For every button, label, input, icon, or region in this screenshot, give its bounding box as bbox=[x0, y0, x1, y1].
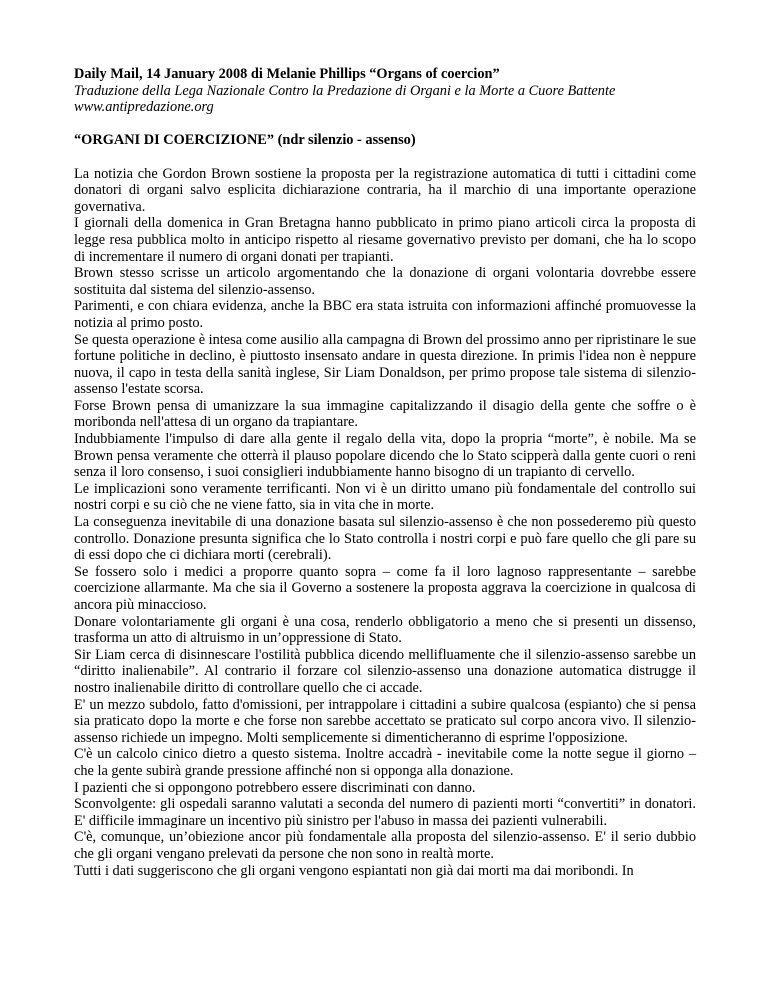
paragraph: La conseguenza inevitabile di una donazione basata sul silenzio-assenso è che non possederemo più questo controllo. Donazione presunta significa che lo Stato controlla i nostri corpi e può fare quello che gli pare su di essi dopo che ci dichiara morti (cerebrali). bbox=[74, 514, 696, 564]
source-citation: Daily Mail, 14 January 2008 di Melanie Phillips “Organs of coercion” bbox=[74, 66, 500, 82]
paragraph: Se fossero solo i medici a proporre quanto sopra – come fa il loro lagnoso rappresentante – sarebbe coercizione allarmante. Ma che sia il Governo a sostenere la proposta aggrava la coercizione in qualcosa di ancora più minaccioso. bbox=[74, 563, 696, 613]
paragraph: E' un mezzo subdolo, fatto d'omissioni, per intrappolare i cittadini a subire qualcosa (espianto) che si pensa sia praticato dopo la morte e che forse non sarebbe accettato se praticato sul corpo ancora vivo. Il silenzio-assenso richiede un impegno. Molti semplicemente si dimenticheranno di esprime l'opposizione. bbox=[74, 696, 696, 746]
paragraph: Sconvolgente: gli ospedali saranno valutati a seconda del numero di pazienti morti “convertiti” in donatori. E' difficile immaginare un incentivo più sinistro per l'abuso in massa dei pazienti vulnerabili. bbox=[74, 796, 696, 829]
paragraph: C'è un calcolo cinico dietro a questo sistema. Inoltre accadrà - inevitabile come la notte segue il giorno – che la gente subirà grande pressione affinché non si opponga alla donazione. bbox=[74, 746, 696, 779]
paragraph: Indubbiamente l'impulso di dare alla gente il regalo della vita, dopo la propria “morte”, è nobile. Ma se Brown pensa veramente che otterrà il plauso popolare dicendo che lo Stato scipperà dalla gente cuori o reni senza il loro consenso, i suoi consiglieri indubbiamente hanno bisogno di un trapianto di cervello. bbox=[74, 431, 696, 481]
paragraph: Le implicazioni sono veramente terrificanti. Non vi è un diritto umano più fondamentale del controllo sui nostri corpi e su ciò che ne viene fatto, sia in vita che in morte. bbox=[74, 480, 696, 514]
paragraph: Sir Liam cerca di disinnescare l'ostilità pubblica dicendo mellifluamente che il silenzio-assenso sarebbe un “diritto inalienabile”. Al contrario il forzare col silenzio-assenso una donazione automatica distrugge il nostro inalienabile diritto di controllare quello che ci accade. bbox=[74, 646, 696, 696]
paragraph: Donare volontariamente gli organi è una cosa, renderlo obbligatorio a meno che si presenti un dissenso, trasforma un atto di altruismo in un’oppressione di Stato. bbox=[74, 613, 696, 647]
paragraph: La notizia che Gordon Brown sostiene la proposta per la registrazione automatica di tutti i cittadini come donatori di organi salvo esplicita dichiarazione contraria, ha il marchio di una importante operazione governativa. bbox=[74, 165, 696, 215]
paragraph: Brown stesso scrisse un articolo argomentando che la donazione di organi volontaria dovrebbe essere sostituita dal sistema del silenzio-assenso. bbox=[74, 265, 696, 298]
document-page bbox=[74, 66, 696, 879]
paragraph: I giornali della domenica in Gran Bretagna hanno pubblicato in primo piano articoli circa la proposta di legge resa pubblica molto in anticipo rispetto al riesame governativo previsto per domani, che ha lo scopo di incrementare il numero di organi donati per trapianti. bbox=[74, 215, 696, 265]
paragraph: Se questa operazione è intesa come ausilio alla campagna di Brown del prossimo anno per ripristinare le sue fortune politiche in declino, è piuttosto insensato andare in questa direzione. In primis l'idea non è neppure nuova, il capo in testa della sanità inglese, Sir Liam Donaldson, per primo propose tale sistema di silenzio-assenso l'estate scorsa. bbox=[74, 331, 696, 398]
website-url: www.antipredazione.org bbox=[74, 99, 214, 116]
article-body bbox=[74, 166, 696, 880]
spacer bbox=[74, 116, 696, 133]
paragraph: Parimenti, e con chiara evidenza, anche la BBC era stata istruita con informazioni affinché promuovesse la notizia al primo posto. bbox=[74, 298, 696, 331]
translation-credit: Traduzione della Lega Nazionale Contro la Predazione di Organi e la Morte a Cuore Battente bbox=[74, 82, 616, 99]
paragraph: I pazienti che si oppongono potrebbero essere discriminati con danno. bbox=[74, 779, 476, 796]
article-title: “ORGANI DI COERCIZIONE” (ndr silenzio - assenso) bbox=[74, 132, 416, 149]
paragraph: Forse Brown pensa di umanizzare la sua immagine capitalizzando il disagio della gente che soffre o è moribonda nell'attesa di un organo da trapiantare. bbox=[74, 397, 696, 431]
paragraph: C'è, comunque, un’obiezione ancor più fondamentale alla proposta del silenzio-assenso. E' il serio dubbio che gli organi vengano prelevati da persone che non sono in realtà morte. bbox=[74, 829, 696, 862]
spacer bbox=[74, 149, 696, 166]
paragraph: Tutti i dati suggeriscono che gli organi vengono espiantati non già dai morti ma dai moribondi. In bbox=[74, 862, 634, 879]
